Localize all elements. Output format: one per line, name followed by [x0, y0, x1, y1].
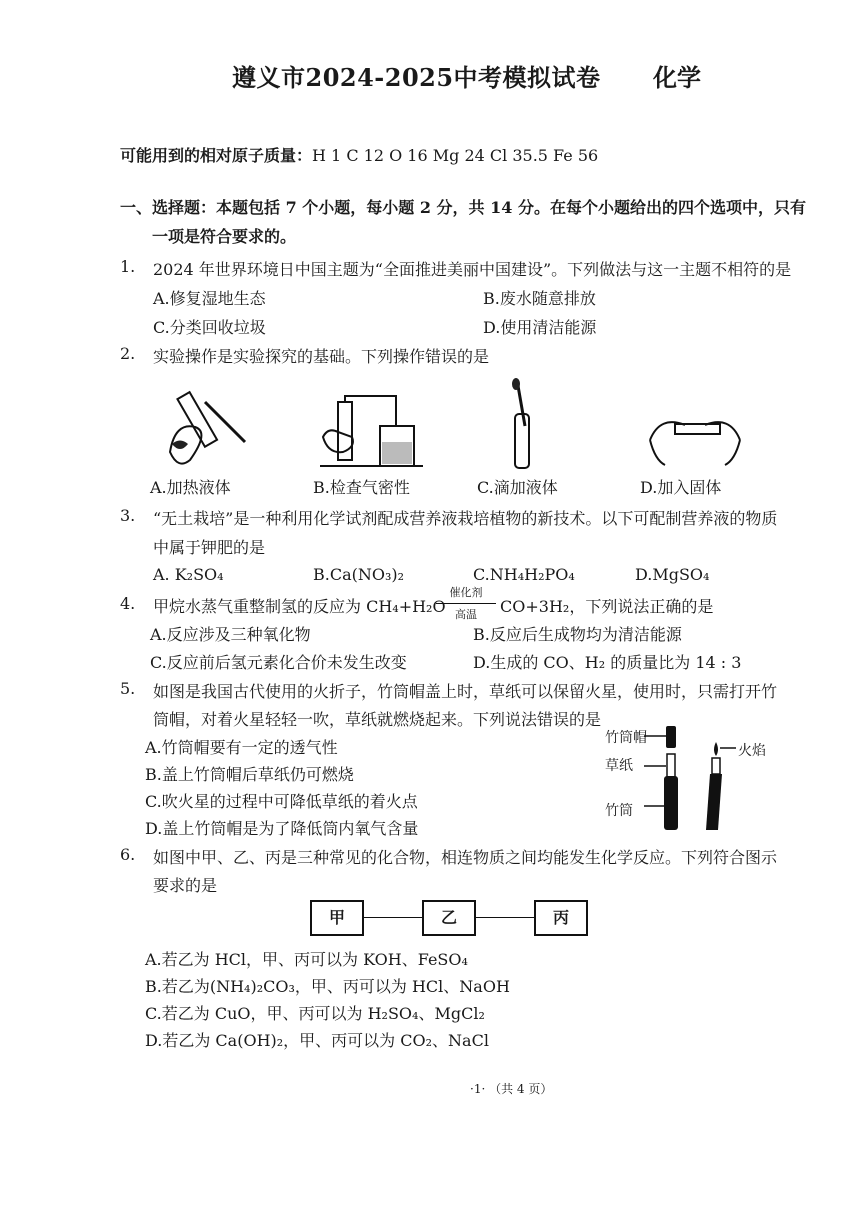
q1-option-c: C.分类回收垃圾 [153, 318, 266, 337]
q2-number: 2. [120, 344, 136, 363]
section-heading [120, 193, 810, 251]
q5-option-c: C.吹火星的过程中可降低草纸的着火点 [145, 792, 418, 811]
compound-box-bing: 丙 [534, 900, 588, 936]
fig-label-flame: 火焰 [738, 743, 766, 759]
atomic-masses [120, 143, 598, 166]
q6-option-b: B.若乙为(NH₄)₂CO₃，甲、丙可以为 HCl、NaOH [145, 977, 510, 996]
q3-option-a: A. K₂SO₄ [153, 565, 224, 584]
q3-stem-line1: “无土栽培”是一种利用化学试剂配成营养液栽培植物的新技术。以下可配制营养液的物质 [153, 509, 778, 528]
q3-option-d: D.MgSO₄ [635, 565, 710, 584]
q2-option-d: D.加入固体 [640, 478, 722, 497]
q6-number: 6. [120, 845, 136, 864]
compound-box-yi: 乙 [422, 900, 476, 936]
q3-stem-line2: 中属于钾肥的是 [153, 538, 266, 557]
heating-liquid-figure [150, 382, 260, 472]
q6-option-c: C.若乙为 CuO，甲、丙可以为 H₂SO₄、MgCl₂ [145, 1004, 485, 1023]
q1-option-b: B.废水随意排放 [483, 289, 596, 308]
exam-title: 遵义市2024-2025中考模拟试卷 [232, 63, 601, 92]
q4-stem-post: CO+3H₂，下列说法正确的是 [500, 597, 714, 616]
fire-starter-figure [640, 724, 740, 832]
subject-title: 化学 [653, 63, 701, 92]
q5-stem-line1: 如图是我国古代使用的火折子，竹筒帽盖上时，草纸可以保留火星，使用时，只需打开竹 [153, 682, 778, 701]
fig-label-paper: 草纸 [605, 758, 633, 774]
page-footer: ·1· （共 4 页） [470, 1082, 553, 1096]
q1-stem: 2024 年世界环境日中国主题为“全面推进美丽中国建设”。下列做法与这一主题不相符的是 [153, 260, 792, 279]
q2-option-c: C.滴加液体 [477, 478, 558, 497]
q5-option-b: B.盖上竹筒帽后草纸仍可燃烧 [145, 765, 354, 784]
q6-option-a: A.若乙为 HCl，甲、丙可以为 KOH、FeSO₄ [145, 950, 468, 969]
q6-stem-line2: 要求的是 [153, 876, 218, 895]
q1-option-a: A.修复湿地生态 [153, 289, 266, 308]
q1-number: 1. [120, 257, 136, 276]
q4-option-d: D.生成的 CO、H₂ 的质量比为 14 : 3 [473, 653, 742, 672]
q4-option-b: B.反应后生成物均为清洁能源 [473, 625, 682, 644]
section-heading-line1: 一、选择题：本题包括 7 个小题，每小题 2 分，共 14 分。在每个小题给出的四个选项中，只有 [120, 198, 806, 217]
adding-solid-figure [640, 400, 750, 470]
q5-stem-line2: 筒帽，对着火星轻轻一吹，草纸就燃烧起来。下列说法错误的是 [153, 710, 602, 729]
section-heading-line2: 一项是符合要求的。 [152, 227, 297, 246]
q3-option-c: C.NH₄H₂PO₄ [473, 565, 575, 584]
reaction-condition-top: 催化剂 [449, 586, 483, 599]
q1-option-d: D.使用清洁能源 [483, 318, 597, 337]
atomic-masses-label: 可能用到的相对原子质量： [120, 146, 313, 165]
q4-option-a: A.反应涉及三种氧化物 [150, 625, 311, 644]
q5-option-d: D.盖上竹筒帽是为了降低筒内氧气含量 [145, 819, 419, 838]
q3-option-b: B.Ca(NO₃)₂ [313, 565, 405, 584]
q6-stem-line1: 如图中甲、乙、丙是三种常见的化合物，相连物质之间均能发生化学反应。下列符合图示 [153, 848, 778, 867]
connector-jia-yi [364, 917, 422, 918]
dropping-liquid-figure [505, 378, 545, 472]
atomic-masses-values: H 1 C 12 O 16 Mg 24 Cl 35.5 Fe 56 [312, 146, 599, 165]
compound-box-jia: 甲 [310, 900, 364, 936]
airtightness-check-figure [318, 392, 428, 472]
q4-stem-pre: 甲烷水蒸气重整制氢的反应为 CH₄+H₂O [153, 597, 446, 616]
q2-option-a: A.加热液体 [150, 478, 231, 497]
fig-label-tube: 竹筒 [605, 803, 633, 819]
q5-number: 5. [120, 679, 136, 698]
q2-option-b: B.检查气密性 [313, 478, 410, 497]
q5-option-a: A.竹筒帽要有一定的透气性 [145, 738, 338, 757]
q2-stem: 实验操作是实验探究的基础。下列操作错误的是 [153, 347, 490, 366]
q4-option-c: C.反应前后氢元素化合价未发生改变 [150, 653, 407, 672]
fig-label-tube-cap: 竹筒帽 [605, 730, 647, 746]
connector-yi-bing [476, 917, 534, 918]
q6-option-d: D.若乙为 Ca(OH)₂，甲、丙可以为 CO₂、NaCl [145, 1031, 489, 1050]
q3-number: 3. [120, 506, 136, 525]
q4-number: 4. [120, 594, 136, 613]
reaction-arrow-line [436, 603, 496, 604]
reaction-condition-bottom: 高温 [455, 608, 477, 621]
